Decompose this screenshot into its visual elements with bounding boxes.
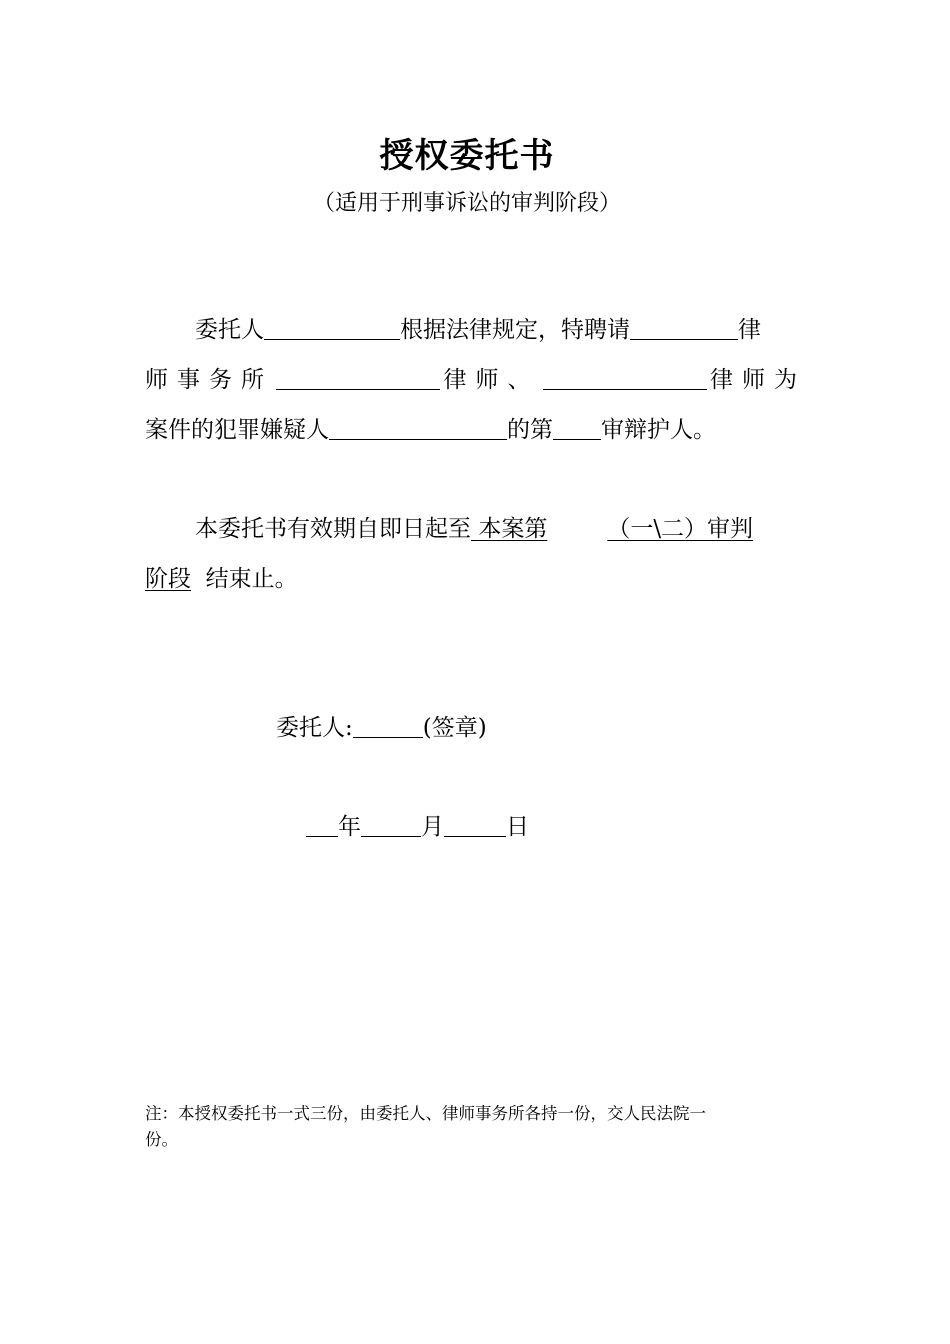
month-blank[interactable] — [361, 814, 421, 837]
hire-text: 根据法律规定，特聘请 — [400, 317, 630, 343]
suspect-label: 案件的犯罪嫌疑人 — [145, 417, 329, 443]
instance-number-blank[interactable] — [553, 417, 601, 440]
signature-line — [276, 709, 487, 742]
suspect-name-blank[interactable] — [329, 417, 507, 440]
footnote-line1: 注：本授权委托书一式三份，由委托人、律师事务所各持一份，交人民法院一 — [145, 1104, 706, 1123]
paragraph2-line1 — [195, 510, 806, 543]
seal-label: (签章) — [422, 715, 487, 741]
signature-label: 委托人: — [276, 715, 353, 741]
month-label: 月 — [421, 814, 444, 840]
law-firm-text-end: 师事务所 — [145, 367, 273, 393]
day-label: 日 — [506, 814, 529, 840]
signature-blank[interactable] — [353, 715, 423, 738]
footnote-line2: 份。 — [145, 1130, 178, 1149]
stage-text: 阶段 — [145, 566, 191, 592]
client-name-blank[interactable] — [264, 317, 400, 340]
date-line — [306, 808, 529, 841]
paragraph1-line2 — [145, 361, 806, 394]
lawyer2-name-blank[interactable] — [543, 367, 707, 390]
trial-option-text: （一\二）审判 — [607, 516, 754, 542]
year-blank[interactable] — [306, 814, 338, 837]
law-firm-text-start: 律 — [738, 317, 761, 343]
lawyer-for-text: 律师为 — [710, 367, 806, 393]
defender-text: 审辩护人。 — [601, 417, 716, 443]
year-label: 年 — [338, 814, 361, 840]
paragraph1-line1 — [195, 311, 761, 344]
document-subtitle: （适用于刑事诉讼的审判阶段） — [312, 191, 621, 216]
validity-text: 本委托书有效期自即日起至 — [195, 516, 471, 542]
law-firm-name-blank[interactable] — [630, 317, 738, 340]
document-title: 授权委托书 — [379, 136, 555, 176]
paragraph1-line3 — [145, 411, 716, 444]
instance-label: 的第 — [507, 417, 553, 443]
validity-end-field — [471, 516, 753, 542]
lawyer1-name-blank[interactable] — [276, 367, 440, 390]
paragraph2-line2 — [145, 560, 298, 593]
lawyer-text: 律师、 — [443, 367, 540, 393]
end-text: 结束止。 — [205, 566, 298, 592]
client-label: 委托人 — [195, 317, 264, 343]
case-text: 本案第 — [478, 516, 548, 542]
day-blank[interactable] — [444, 814, 506, 837]
